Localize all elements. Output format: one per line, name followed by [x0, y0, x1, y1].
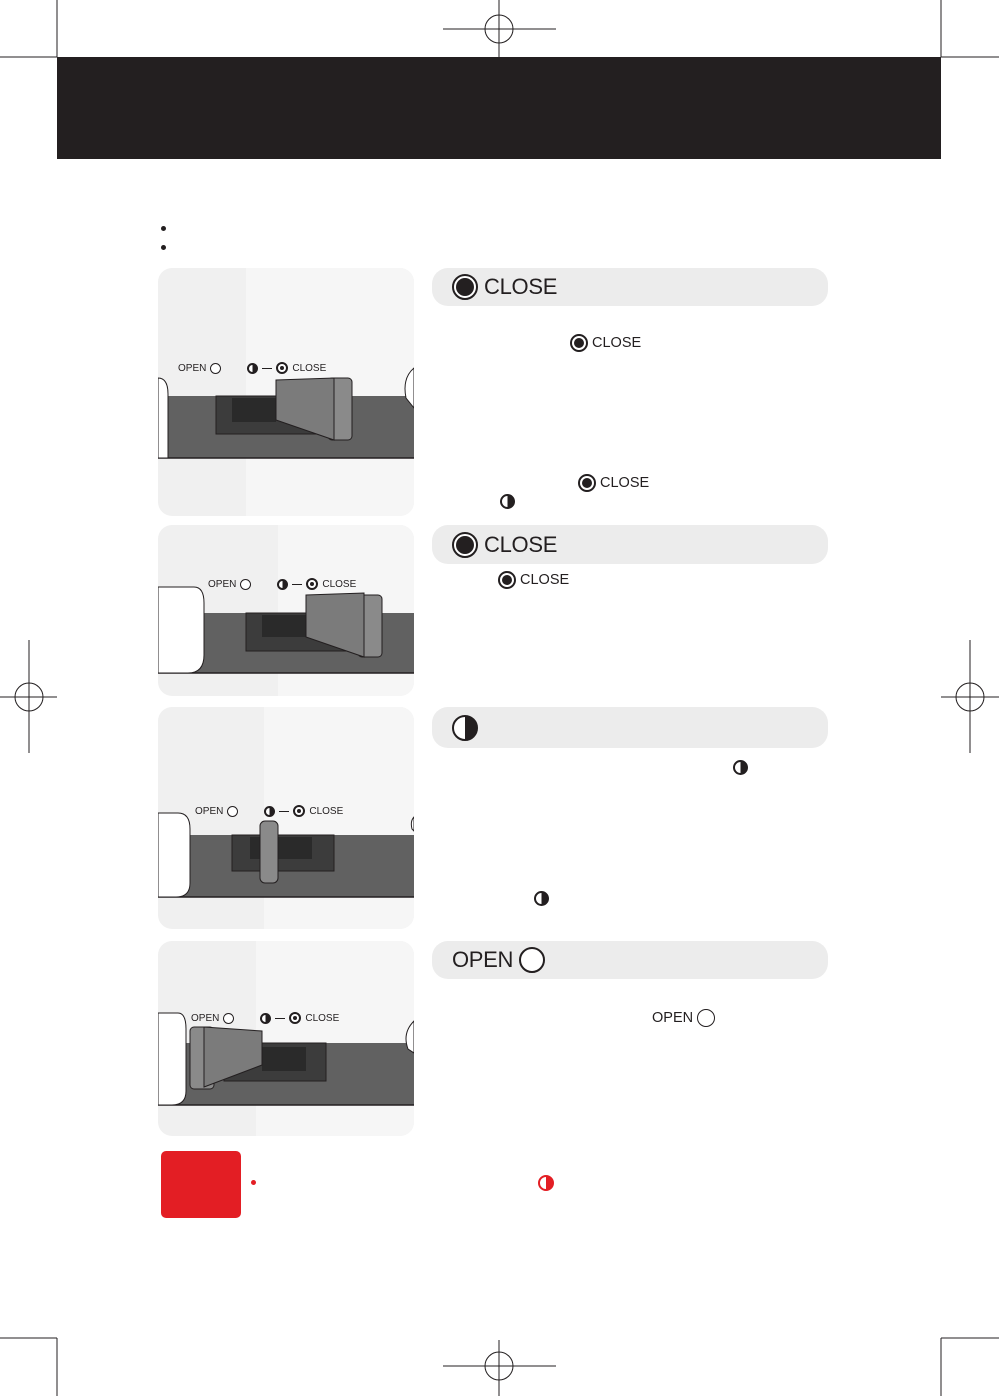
- open-circle-icon: [227, 806, 238, 817]
- inline-close-symbol: CLOSE: [578, 474, 649, 492]
- half-circle-icon: [264, 806, 275, 817]
- section-title: CLOSE: [484, 274, 558, 299]
- open-circle-icon: [240, 579, 251, 590]
- half-circle-icon: [500, 494, 515, 509]
- inline-close-symbol: CLOSE: [570, 334, 641, 352]
- filled-circle-icon: [498, 571, 516, 589]
- illustration-panel-1: [158, 268, 414, 516]
- mode-labels: [178, 362, 326, 374]
- mode-labels: OPEN CLOSE: [208, 578, 357, 590]
- illustration-panel-2: [158, 525, 414, 696]
- close-label: CLOSE: [292, 362, 327, 374]
- half-circle-icon: [538, 1175, 554, 1191]
- filled-circle-icon: [276, 362, 288, 374]
- filled-circle-icon: [452, 532, 478, 558]
- filled-circle-icon: [293, 805, 305, 817]
- half-circle-icon: [452, 715, 478, 741]
- filled-circle-icon: [570, 334, 588, 352]
- open-circle-icon: [210, 363, 221, 374]
- illustration-panel-3: [158, 707, 414, 929]
- illustration-panel-4: [158, 941, 414, 1136]
- inline-close-symbol: CLOSE: [498, 571, 569, 589]
- slider-illustration: [158, 941, 414, 1136]
- filled-circle-icon: [306, 578, 318, 590]
- open-circle-icon: [223, 1013, 234, 1024]
- note-bullet: [251, 1180, 256, 1185]
- open-circle-icon: [697, 1009, 715, 1027]
- open-label: OPEN: [178, 362, 207, 374]
- inline-open-symbol: OPEN: [652, 1009, 715, 1027]
- mode-labels: OPEN CLOSE: [195, 805, 344, 817]
- section-header-close-1: [432, 268, 828, 306]
- half-circle-icon: [733, 760, 748, 775]
- half-circle-icon: [277, 579, 288, 590]
- section-header-open: OPEN: [432, 941, 828, 979]
- note-badge: [161, 1151, 241, 1218]
- filled-circle-icon: [452, 274, 478, 300]
- section-header-close-2: CLOSE: [432, 525, 828, 564]
- section-header-half: [432, 707, 828, 748]
- open-circle-icon: [519, 947, 545, 973]
- slider-illustration: [158, 525, 414, 696]
- bullet: [161, 226, 166, 231]
- slider-illustration: [158, 268, 414, 516]
- half-circle-icon: [260, 1013, 271, 1024]
- half-circle-icon: [534, 891, 549, 906]
- filled-circle-icon: [578, 474, 596, 492]
- bullet: [161, 245, 166, 250]
- mode-labels: OPEN CLOSE: [191, 1012, 340, 1024]
- header-bar: [57, 57, 941, 159]
- half-circle-icon: [247, 363, 258, 374]
- filled-circle-icon: [289, 1012, 301, 1024]
- slider-illustration: [158, 707, 414, 929]
